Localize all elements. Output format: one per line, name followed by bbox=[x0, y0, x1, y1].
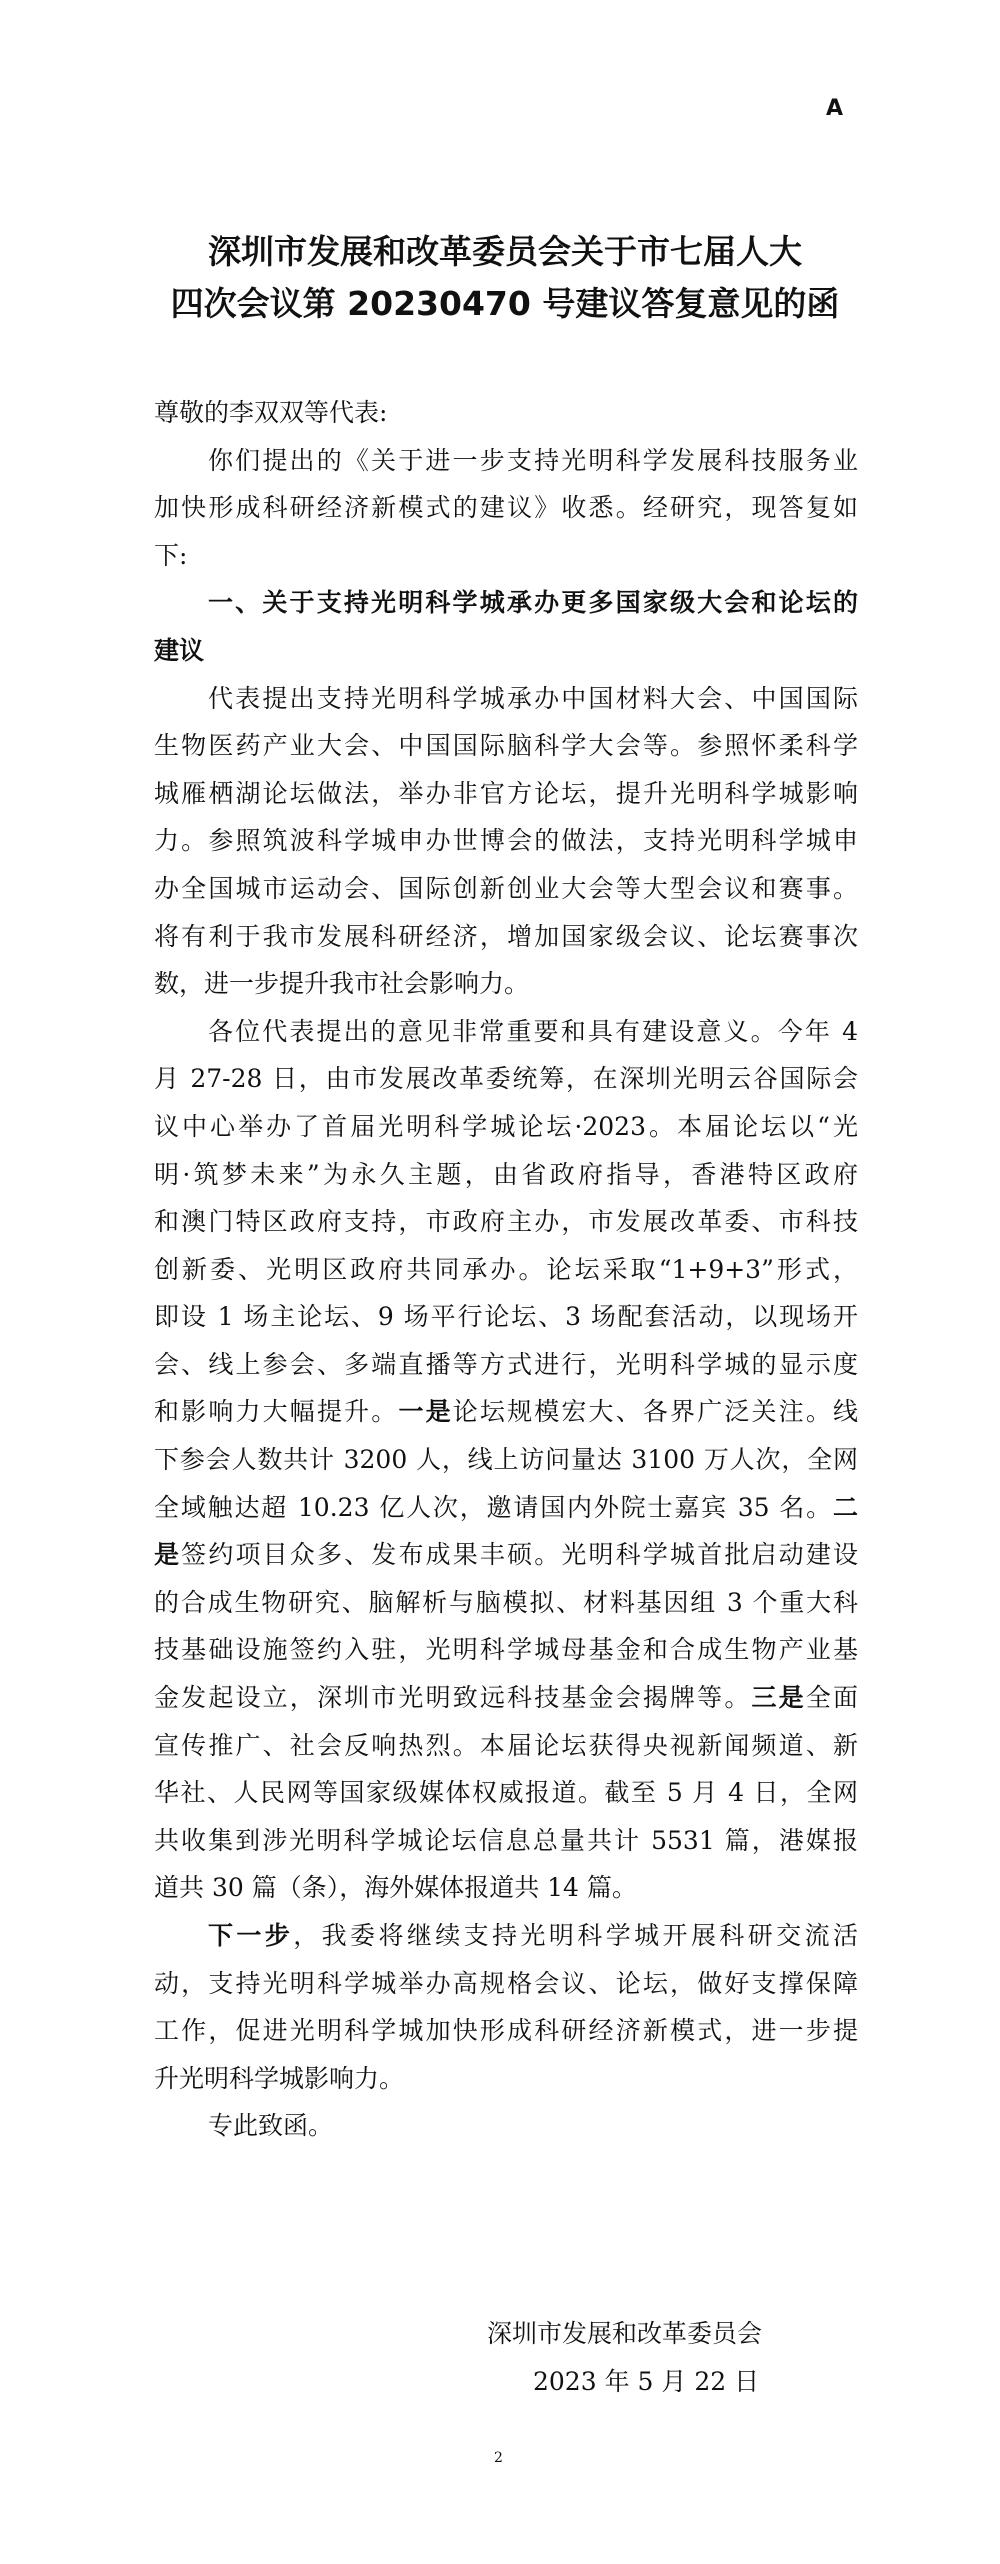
response-text: 全域触达超 10.23 亿人次，邀请国内外院士嘉宾 35 名。 bbox=[154, 1492, 833, 1522]
proposal-line-4: 力。参照筑波科学城申办世博会的做法，支持光明科学城申 bbox=[154, 826, 858, 856]
intro-line-1: 你们提出的《关于进一步支持光明科学发展科技服务业 bbox=[208, 445, 858, 475]
next-step-text: ，我委将继续支持光明科学城开展科研交流活 bbox=[293, 1921, 858, 1950]
response-line-6: 创新委、光明区政府共同承办。论坛采取“1+9+3”形式， bbox=[154, 1254, 858, 1284]
response-line-1: 各位代表提出的意见非常重要和具有建设意义。今年 4 bbox=[208, 1016, 858, 1046]
response-line-5: 和澳门特区政府支持，市政府主办，市发展改革委、市科技 bbox=[154, 1207, 858, 1237]
intro-line-2: 加快形成科研经济新模式的建议》收悉。经研究，现答复如 bbox=[154, 493, 858, 523]
header-mark: A bbox=[826, 96, 844, 121]
signature-date: 2023 年 5 月 22 日 bbox=[533, 2367, 760, 2396]
response-line-13: 的合成生物研究、脑解析与脑模拟、材料基因组 3 个重大科 bbox=[154, 1587, 858, 1617]
proposal-line-3: 城雁栖湖论坛做法，举办非官方论坛，提升光明科学城影响 bbox=[154, 778, 858, 808]
response-line-3: 议中心举办了首届光明科学城论坛·2023。本届论坛以“光 bbox=[154, 1111, 858, 1141]
response-line-16: 宣传推广、社会反响热烈。本届论坛获得央视新闻频道、新 bbox=[154, 1730, 858, 1760]
signature-block bbox=[487, 2310, 787, 2406]
response-line-7: 即设 1 场主论坛、9 场平行论坛、3 场配套活动，以现场开 bbox=[154, 1302, 858, 1332]
response-line-10: 下参会人数共计 3200 人，线上访问量达 3100 万人次，全网 bbox=[154, 1445, 858, 1475]
response-line-14: 技基础设施签约入驻，光明科学城母基金和合成生物产业基 bbox=[154, 1635, 858, 1665]
signature-organization: 深圳市发展和改革委员会 bbox=[487, 2319, 763, 2348]
response-text: 金发起设立，深圳市光明致远科技基金会揭牌等。 bbox=[154, 1683, 752, 1713]
response-line-8: 会、线上参会、多端直播等方式进行，光明科学城的显示度 bbox=[154, 1349, 858, 1379]
response-text: 签约项目众多、发布成果丰硕。光明科学城首批启动建设 bbox=[181, 1540, 858, 1570]
title-line-1: 深圳市发展和改革委员会关于市七届人大 bbox=[208, 232, 802, 271]
proposal-line-6: 将有利于我市发展科研经济，增加国家级会议、论坛赛事次 bbox=[154, 921, 858, 951]
response-line-17: 华社、人民网等国家级媒体权威报道。截至 5 月 4 日，全网 bbox=[154, 1778, 858, 1808]
response-line-18: 共收集到涉光明科学城论坛信息总量共计 5531 篇，港媒报 bbox=[154, 1825, 858, 1855]
response-text: 和影响力大幅提升。 bbox=[154, 1397, 399, 1427]
response-line-12 bbox=[154, 1531, 858, 1579]
response-line-11 bbox=[154, 1484, 858, 1532]
closing-line: 专此致函。 bbox=[208, 2111, 334, 2141]
point-two-marker-part1: 二 bbox=[832, 1492, 858, 1522]
response-line-4: 明·筑梦未来”为永久主题，由省政府指导，香港特区政府 bbox=[154, 1159, 858, 1189]
response-text: 全面 bbox=[805, 1683, 858, 1713]
next-step-line-3: 工作，促进光明科学城加快形成科研经济新模式，进一步提 bbox=[154, 2016, 858, 2046]
next-step-line-4: 升光明科学城影响力。 bbox=[154, 2063, 405, 2093]
intro-line-3: 下: bbox=[154, 540, 188, 570]
proposal-line-2: 生物医药产业大会、中国国际脑科学大会等。参照怀柔科学 bbox=[154, 731, 858, 761]
proposal-line-7: 数，进一步提升我市社会影响力。 bbox=[154, 969, 530, 999]
next-step-line-2: 动，支持光明科学城举办高规格会议、论坛，做好支撑保障 bbox=[154, 1968, 858, 1998]
response-line-15 bbox=[154, 1674, 858, 1722]
response-line-9 bbox=[154, 1388, 858, 1436]
next-step-marker: 下一步 bbox=[208, 1921, 294, 1950]
letter-body bbox=[154, 389, 858, 2150]
proposal-line-5: 办全国城市运动会、国际创新创业大会等大型会议和赛事。 bbox=[154, 873, 858, 903]
point-two-marker-part2: 是 bbox=[154, 1540, 182, 1570]
response-line-2: 月 27-28 日，由市发展改革委统筹，在深圳光明云谷国际会 bbox=[154, 1064, 858, 1094]
next-step-line-1 bbox=[154, 1912, 858, 1960]
response-line-19: 道共 30 篇（条），海外媒体报道共 14 篇。 bbox=[154, 1873, 637, 1903]
response-text: 论坛规模宏大、各界广泛关注。线 bbox=[452, 1397, 858, 1427]
point-three-marker: 三是 bbox=[751, 1683, 806, 1713]
point-one-marker: 一是 bbox=[398, 1397, 453, 1427]
proposal-line-1: 代表提出支持光明科学城承办中国材料大会、中国国际 bbox=[208, 683, 858, 713]
page-number: 2 bbox=[494, 2450, 503, 2466]
document-title bbox=[150, 226, 860, 330]
section-heading-line-1: 一、关于支持光明科学城承办更多国家级大会和论坛的 bbox=[208, 588, 858, 618]
salutation: 尊敬的李双双等代表: bbox=[154, 398, 388, 427]
section-heading-line-2: 建议 bbox=[154, 635, 205, 665]
title-line-2: 四次会议第 20230470 号建议答复意见的函 bbox=[170, 284, 840, 323]
